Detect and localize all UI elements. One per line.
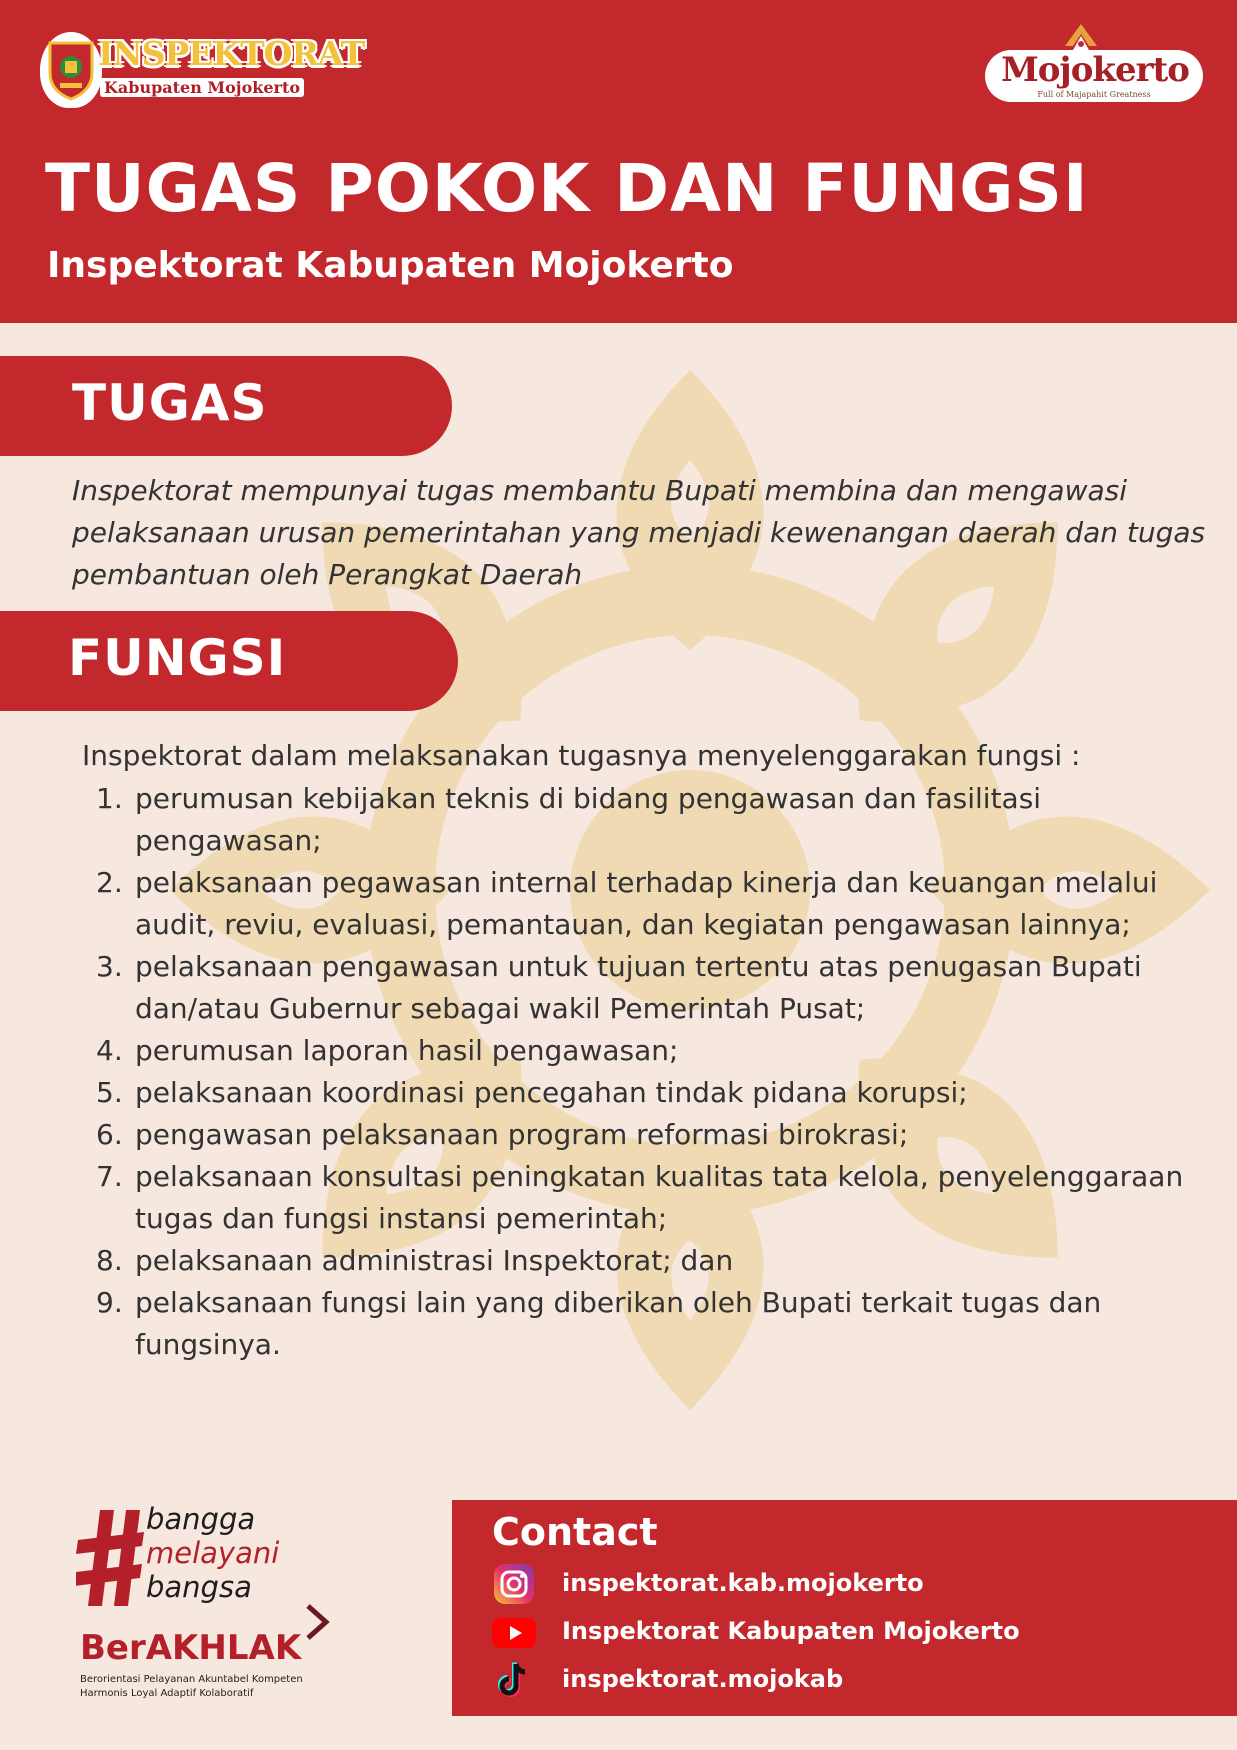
instagram-handle: inspektorat.kab.mojokerto <box>562 1569 924 1597</box>
instagram-icon <box>492 1562 536 1606</box>
tugas-heading-pill <box>0 356 452 456</box>
list-item <box>96 778 1216 862</box>
list-number: 1. <box>96 782 123 815</box>
chevron-right-icon <box>302 1604 332 1640</box>
contact-youtube[interactable] <box>492 1610 1212 1654</box>
tiktok-icon <box>492 1658 536 1702</box>
contact-panel <box>452 1500 1237 1716</box>
list-text: perumusan laporan hasil pengawasan; <box>135 1034 679 1067</box>
list-item <box>96 1282 1216 1366</box>
list-number: 6. <box>96 1118 123 1151</box>
berakhlak-line-1: Berorientasi Pelayanan Akuntabel Kompeten <box>80 1674 303 1685</box>
page-subtitle: Inspektorat Kabupaten Mojokerto <box>47 245 734 286</box>
tugas-heading: TUGAS <box>72 374 268 432</box>
list-number: 5. <box>96 1076 123 1109</box>
list-number: 4. <box>96 1034 123 1067</box>
contact-heading: Contact <box>492 1510 658 1554</box>
list-item <box>96 1240 1216 1282</box>
list-text: pengawasan pelaksanaan program reformasi birokrasi; <box>135 1118 909 1151</box>
list-number: 8. <box>96 1244 123 1277</box>
youtube-icon <box>492 1610 536 1654</box>
list-number: 3. <box>96 950 123 983</box>
slogan-line-3: bangsa <box>146 1570 252 1604</box>
contact-tiktok[interactable] <box>492 1658 1212 1702</box>
logo-title: INSPEKTORAT <box>98 34 365 73</box>
fungsi-heading-pill <box>0 611 458 711</box>
fungsi-intro: Inspektorat dalam melaksanakan tugasnya menyelenggarakan fungsi : <box>82 739 1081 772</box>
list-text: pelaksanaan konsultasi peningkatan kualitas tata kelola, penyelenggaraan tugas dan fungsi instansi pemerintah; <box>135 1160 1184 1235</box>
list-number: 9. <box>96 1286 123 1319</box>
list-text: pelaksanaan administrasi Inspektorat; dan <box>135 1244 734 1277</box>
bangga-melayani-bangsa-logo <box>72 1502 332 1622</box>
slogan-line-2: melayani <box>146 1536 280 1570</box>
inspektorat-logo <box>40 30 365 115</box>
logo-subtitle: Kabupaten Mojokerto <box>100 78 304 97</box>
fungsi-heading: FUNGSI <box>68 629 287 687</box>
list-item <box>96 1030 1216 1072</box>
youtube-channel: Inspektorat Kabupaten Mojokerto <box>562 1617 1020 1645</box>
list-item <box>96 1114 1216 1156</box>
mojokerto-brand-logo <box>985 22 1205 112</box>
list-item <box>96 1156 1216 1240</box>
list-number: 2. <box>96 866 123 899</box>
list-text: pelaksanaan pengawasan untuk tujuan tertentu atas penugasan Bupati dan/atau Gubernur sebagai wakil Pemerintah Pusat; <box>135 950 1142 1025</box>
list-item <box>96 1072 1216 1114</box>
list-text: pelaksanaan pegawasan internal terhadap kinerja dan keuangan melalui audit, reviu, evaluasi, pemantauan, dan kegiatan pengawasan lainnya; <box>135 866 1158 941</box>
list-text: pelaksanaan fungsi lain yang diberikan oleh Bupati terkait tugas dan fungsinya. <box>135 1286 1102 1361</box>
regency-seal-icon <box>40 32 102 108</box>
list-number: 7. <box>96 1160 123 1193</box>
berakhlak-line-2: Harmonis Loyal Adaptif Kolaboratif <box>80 1688 254 1699</box>
fungsi-list <box>96 778 1216 1366</box>
list-text: pelaksanaan koordinasi pencegahan tindak pidana korupsi; <box>135 1076 968 1109</box>
tiktok-handle: inspektorat.mojokab <box>562 1665 844 1693</box>
slogan-text <box>146 1502 279 1604</box>
berakhlak-logo <box>80 1628 350 1708</box>
logo-tagline: Full of Majapahit Greatness <box>1037 90 1151 99</box>
slogan-line-1: bangga <box>146 1502 256 1536</box>
berakhlak-title: BerAKHLAK <box>80 1628 302 1668</box>
hashtag-icon <box>76 1506 146 1610</box>
tugas-description: Inspektorat mempunyai tugas membantu Bupati membina dan mengawasi pelaksanaan urusan pemerintahan yang menjadi kewenangan daerah dan tugas pembantuan oleh Perangkat Daerah <box>72 474 1206 591</box>
list-text: perumusan kebijakan teknis di bidang pengawasan dan fasilitasi pengawasan; <box>135 782 1042 857</box>
header-banner <box>0 0 1237 323</box>
logo-wordmark: Mojokerto <box>1001 50 1189 90</box>
list-item <box>96 946 1216 1030</box>
page-title: TUGAS POKOK DAN FUNGSI <box>45 150 1089 227</box>
contact-instagram[interactable] <box>492 1562 1212 1606</box>
list-item <box>96 862 1216 946</box>
